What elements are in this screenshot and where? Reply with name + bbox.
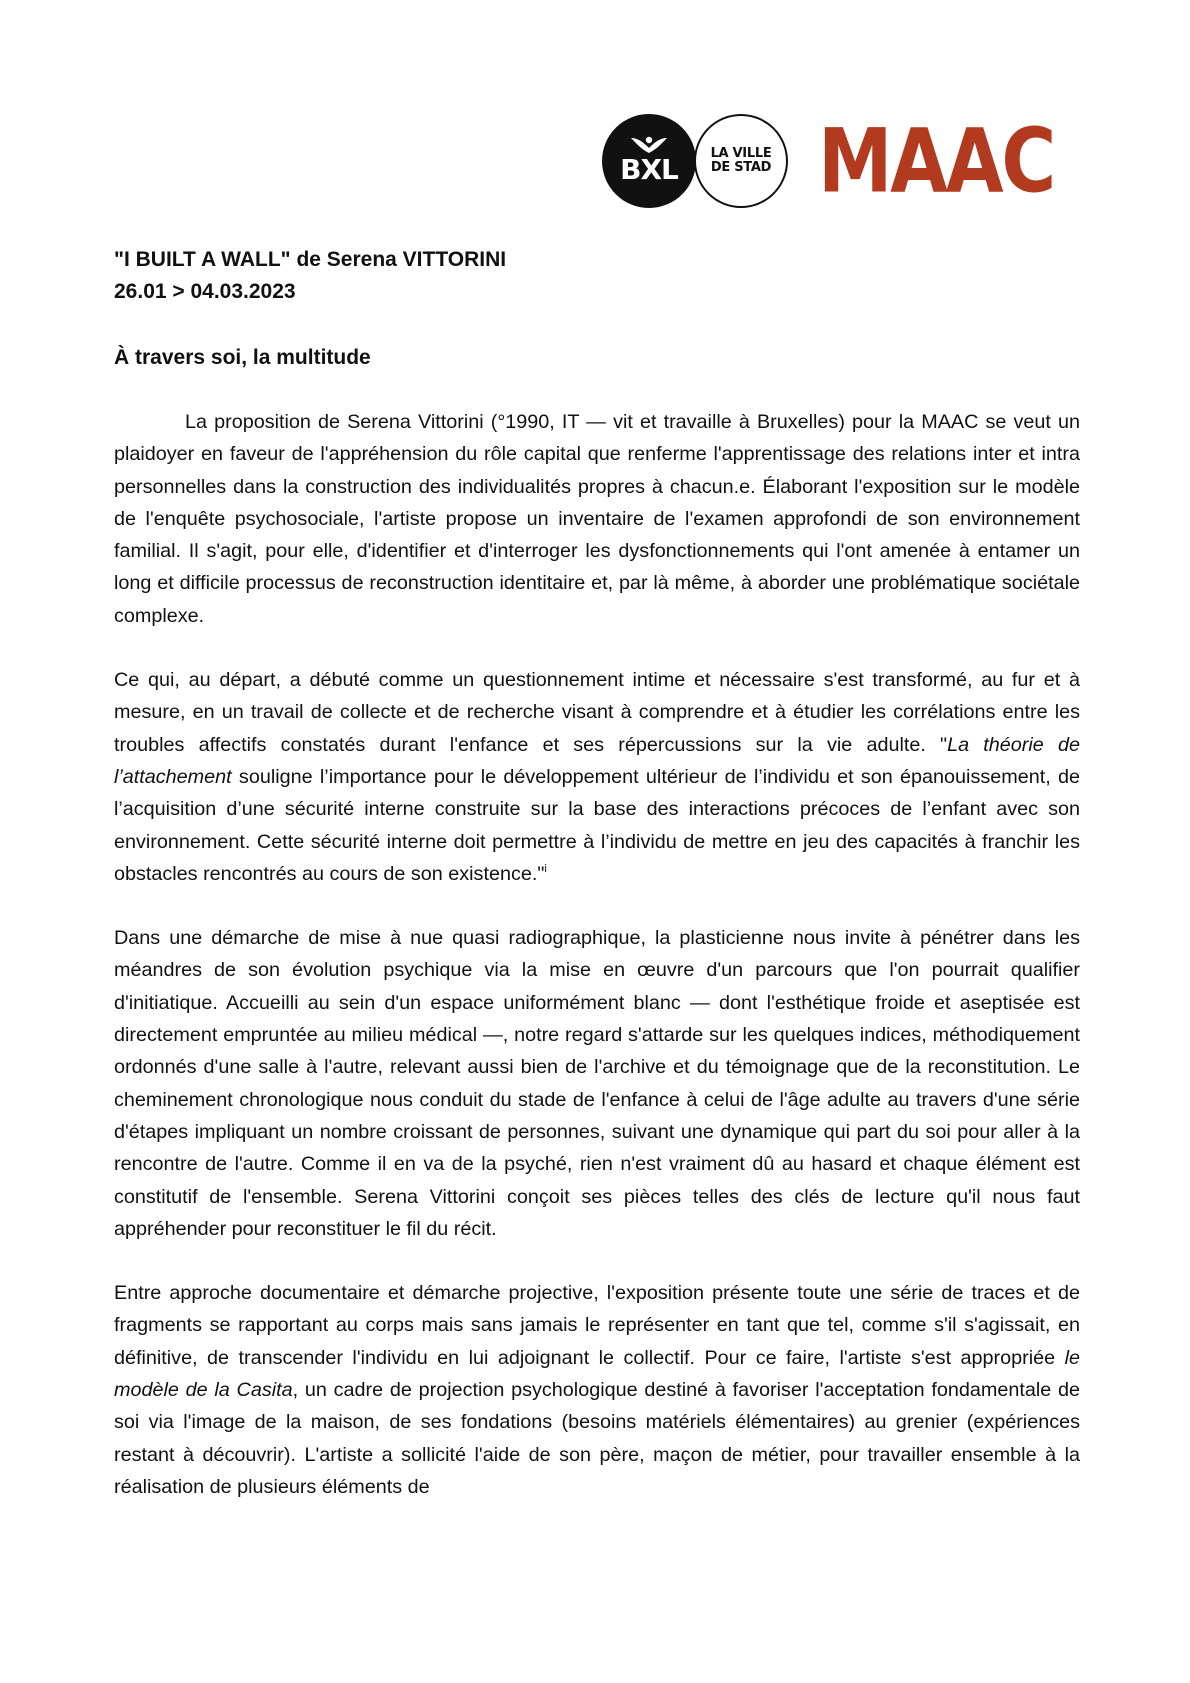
paragraph-2-text-b: souligne l’importance pour le développement ultérieur de l’individu et son épanouissement, de l’acquisition d’une sécurité interne construite sur la base des interactions précoces de l’enfant avec son environnement. Cette sécurité interne doit permettre à l’individu de mettre en jeu des capacités à franchir les obstacles rencontrés au cours de son existence." [114, 765, 1080, 885]
bxl-logo-text: BXL [620, 153, 678, 186]
ville-logo [694, 114, 788, 208]
paragraph-2-text-a: Ce qui, au départ, a débuté comme un questionnement intime et nécessaire s'est transformé, au fur et à mesure, en un travail de collecte et de recherche visant à comprendre et à étudier les corrélations entre les troubles affectifs constatés durant l'enfance et ses répercussions sur la vie adulte. " [114, 669, 1080, 756]
bxl-logo [602, 114, 696, 208]
ville-logo-line1: LA VILLE [710, 146, 772, 161]
ville-logo-line2: DE STAD [710, 160, 772, 175]
bird-icon [630, 134, 668, 154]
paragraph-4-text-b: , un cadre de projection psychologique destiné à favoriser l'acceptation fondamentale de soi via l'image de la maison, de ses fondations (besoins matériels élémentaires) au grenier (expériences restant à découvrir). L'artiste a sollicité l'aide de son père, maçon de métier, pour travailler ensemble à la réalisation de plusieurs éléments de [114, 1379, 1080, 1498]
paragraph-2-italic: La théorie de l’attachement [114, 733, 1080, 788]
footnote-marker[interactable]: i [544, 862, 547, 875]
paragraph-4 [114, 1277, 1080, 1503]
section-heading: À travers soi, la multitude [114, 346, 371, 369]
paragraph-1: La proposition de Serena Vittorini (°1990, IT — vit et travaille à Bruxelles) pour la MAAC se veut un plaidoyer en faveur de l'appréhension du rôle capital que renferme l'apprentissage des relations inter et intra personnelles dans la construction des individualités propres à chacun.e. Élaborant l'exposition sur le modèle de l'enquête psychosociale, l'artiste propose un inventaire de l'examen approfondi de son environnement familial. Il s'agit, pour elle, d'identifier et d'interroger les dysfonctionnements qui l'ont amenée à entamer un long et difficile processus de reconstruction identitaire et, par là même, à aborder une problématique sociétale complexe. [114, 411, 1080, 627]
maac-logo: MAAC [818, 109, 1055, 213]
paragraph-3: Dans une démarche de mise à nue quasi radiographique, la plasticienne nous invite à pénétrer dans les méandres de son évolution psychique via la mise en œuvre d'un parcours que l'on pourrait qualifier d'initiatique. Accueilli au sein d'un espace uniformément blanc — dont l'esthétique froide et aseptisée est directement empruntée au milieu médical —, notre regard s'attarde sur les quelques indices, méthodiquement ordonnés d'une salle à l'autre, relevant aussi bien de l'archive et du témoignage que de la reconstitution. Le cheminement chronologique nous conduit du stade de l'enfance à celui de l'âge adulte au travers d'une série d'étapes impliquant un nombre croissant de personnes, suivant une dynamique qui part du soi pour aller à la rencontre de l'autre. Comme il en va de la psyché, rien n'est vraiment dû au hasard et chaque élément est constitutif de l'ensemble. Serena Vittorini conçoit ses pièces telles des clés de lecture qu'il nous faut appréhender pour reconstituer le fil du récit. [114, 927, 1080, 1240]
exhibition-dates: 26.01 > 04.03.2023 [114, 280, 296, 303]
paragraph-4-text-a: Entre approche documentaire et démarche projective, l'exposition présente toute une série de traces et de fragments se rapportant au corps mais sans jamais le représenter en tant que tel, comme s'il s'agissait, en définitive, de transcender l'individu en lui adjoignant le collectif. Pour ce faire, l'artiste s'est appropriée [114, 1282, 1080, 1369]
paragraph-2 [114, 664, 1080, 890]
header-logos [602, 109, 1121, 213]
paragraph-4-italic: le modèle de la Casita [114, 1346, 1080, 1402]
exhibition-title: "I BUILT A WALL" de Serena VITTORINI [114, 248, 507, 271]
press-release-body [114, 244, 1080, 1503]
